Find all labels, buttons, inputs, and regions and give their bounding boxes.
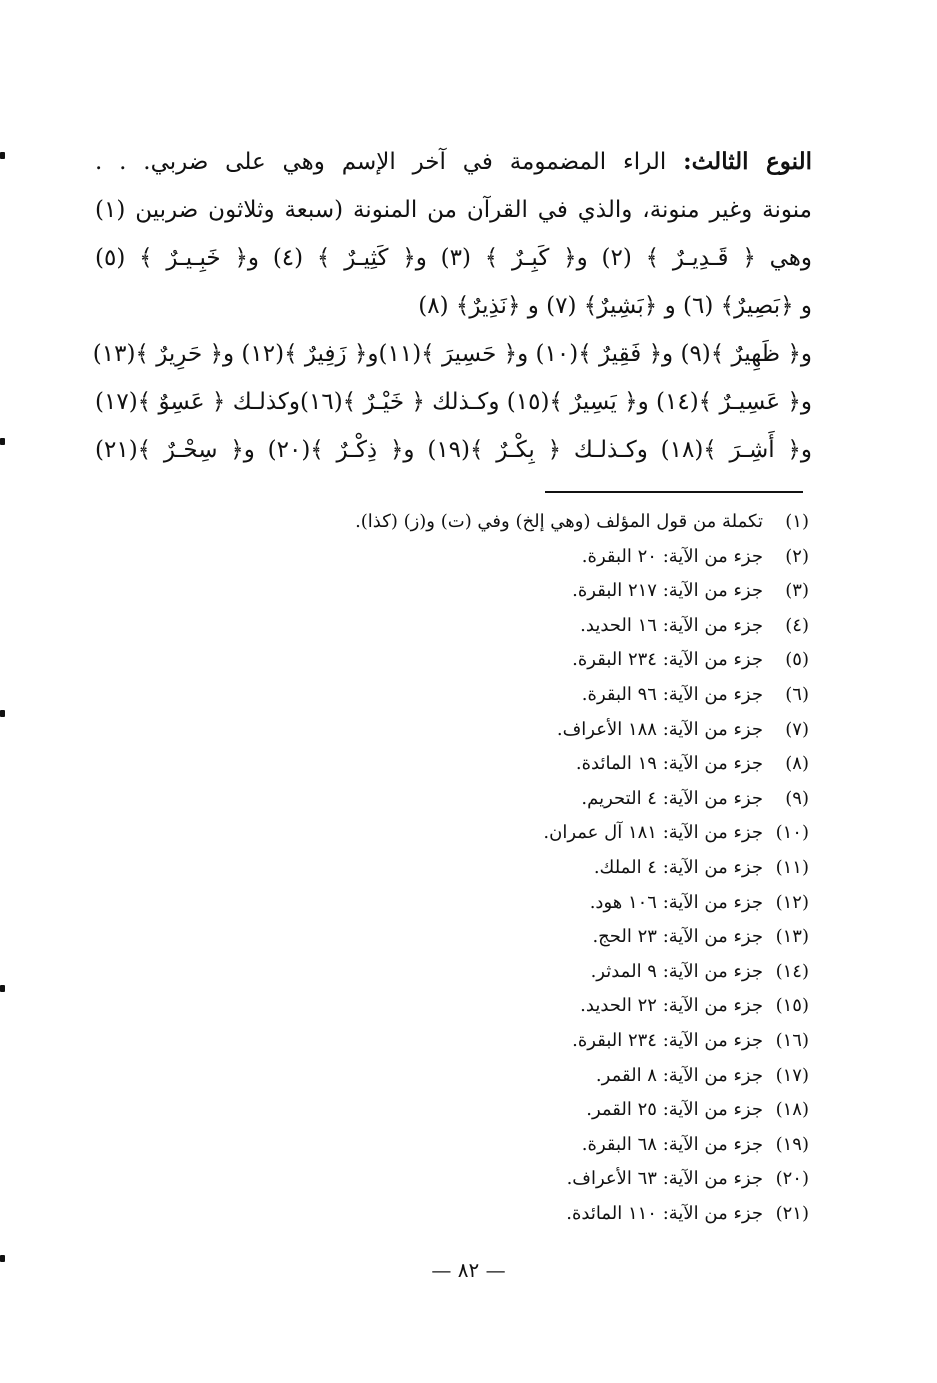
footnote-text: جزء من الآية: ١١٠ المائدة. [566,1202,763,1224]
footnote-text: جزء من الآية: ٢٥ القمر. [586,1099,763,1121]
footnote-number: (١١) [775,856,809,878]
scan-mark [0,152,5,159]
footnote-text: جزء من الآية: ٤ الملك. [593,856,763,878]
footnote-text: جزء من الآية: ٩ المدثر. [590,960,763,982]
scan-mark [0,985,5,992]
section-heading: النوع الثالث: [683,148,812,175]
scan-mark [0,710,5,717]
footnote-number: (١٤) [775,960,809,982]
footnote-item [200,747,809,782]
main-line-3: وهي ﴿ قَـدِيـرٌ ﴾ (٢) و﴿ كَبِـرٌ ﴾ (٣) و﴿ كَثِيـرٌ ﴾ (٤) و﴿ خَبِـيـرٌ ﴾ (٥) [95,245,812,271]
footnote-text: جزء من الآية: ١٦ الحديد. [580,614,763,636]
footnote-item [200,886,809,921]
footnote-item [200,678,809,713]
footnote-number: (١٨) [775,1099,809,1121]
footnote-item [200,643,809,678]
footnote-item [200,920,809,955]
footnote-text: جزء من الآية: ١٩ المائدة. [575,753,763,775]
main-text [92,138,812,474]
main-line-5: و﴿ ظَهِيرٌ ﴾(٩) و﴿ فَقِيرٌ ﴾(١٠) و﴿ حَسِيرَ ﴾(١١)و﴿ زَفِيرٌ ﴾(١٢) و﴿ حَرِيرٌ ﴾(١٣) [92,341,812,367]
footnote-text: جزء من الآية: ١٨٨ الأعراف. [556,718,763,740]
footnote-text: جزء من الآية: ١٠٦ هود. [589,891,763,913]
footnote-number: (٩) [785,787,809,809]
main-line-2: منونة وغير منونة، والذي في القرآن من المنونة (سبعة وثلاثون ضربين (١) [95,197,812,223]
footnote-item [200,540,809,575]
footnote-number: (١٢) [775,891,809,913]
footnote-number: (٧) [785,718,809,740]
footnote-item [200,816,809,851]
footnote-text: جزء من الآية: ٦٨ البقرة. [581,1133,763,1155]
footnote-item [200,1093,809,1128]
main-line-6: و﴿ عَسِيـرٌ ﴾(١٤) و﴿ يَسِيرٌ ﴾(١٥) وكـذلك ﴿ خَيْـرٌ ﴾(١٦)وكذلـك ﴿ عَسِوٌ ﴾(١٧) [95,389,812,415]
scan-mark [0,438,5,445]
footnote-item [200,609,809,644]
footnote-item [200,505,809,540]
footnote-item [200,1162,809,1197]
footnote-item [200,574,809,609]
footnote-number: (٣) [785,580,809,602]
footnote-number: (٦) [785,683,809,705]
footnote-text: جزء من الآية: ٨ القمر. [595,1064,763,1086]
footnote-item [200,1024,809,1059]
footnote-text: تكملة من قول المؤلف (وهي إلخ) وفي (ت) و(ز) (كذا). [355,511,763,532]
footnote-number: (١٣) [775,926,809,948]
footnote-item [200,782,809,817]
footnote-text: جزء من الآية: ٦٣ الأعراف. [566,1168,763,1190]
footnote-number: (١٠) [775,822,809,844]
footnote-text: جزء من الآية: ٢٣٤ البقرة. [572,649,763,671]
footnote-item [200,1197,809,1232]
footnote-text: جزء من الآية: ١٨١ آل عمران. [543,822,763,844]
footnote-text: جزء من الآية: ٢٠ البقرة. [581,545,763,567]
footnote-number: (١) [785,511,809,532]
footnote-item [200,1059,809,1094]
main-line-1 [95,138,812,186]
footnote-item [200,955,809,990]
footnote-number: (٤) [785,614,809,636]
footnote-number: (١٥) [775,995,809,1017]
footnote-number: (٢٠) [775,1168,809,1190]
footnote-text: جزء من الآية: ٢٢ الحديد. [580,995,763,1017]
footnote-text: جزء من الآية: ٢٣ الحج. [592,926,763,948]
footnote-number: (١٦) [775,1029,809,1051]
footnote-text: جزء من الآية: ٢٣٤ البقرة. [572,1029,763,1051]
footnote-number: (٢١) [775,1202,809,1224]
footnote-number: (٨) [785,753,809,775]
page-number: — ٨٢ — [431,1258,506,1282]
footnote-item [200,1128,809,1163]
footnote-item [200,851,809,886]
footnote-separator [545,491,803,493]
footnote-item [200,989,809,1024]
footnote-text: جزء من الآية: ٤ التحريم. [581,787,763,809]
footnote-text: جزء من الآية: ٢١٧ البقرة. [572,580,763,602]
main-line-7: و﴿ أَشِـرَ ﴾(١٨) وكـذلـك ﴿ بِكْـرٌ ﴾(١٩) و﴿ ذِكْـرٌ ﴾(٢٠) و﴿ سِحْـرٌ ﴾(٢١) [95,437,812,463]
footnote-number: (٢) [785,545,809,567]
footnote-number: (١٩) [775,1133,809,1155]
footnote-item [200,713,809,748]
footnote-list [200,505,809,1231]
main-line-1-rest: الراء المضمومة في آخر الإسم وهي على ضربي. . . [95,149,684,175]
footnote-number: (١٧) [775,1064,809,1086]
footnote-number: (٥) [785,649,809,671]
footnote-text: جزء من الآية: ٩٦ البقرة. [581,683,763,705]
main-line-4: و ﴿بَصِيرٌ﴾ (٦) و ﴿بَشِيرٌ﴾ (٧) و ﴿نَذِيرٌ﴾ (٨) [418,293,812,319]
